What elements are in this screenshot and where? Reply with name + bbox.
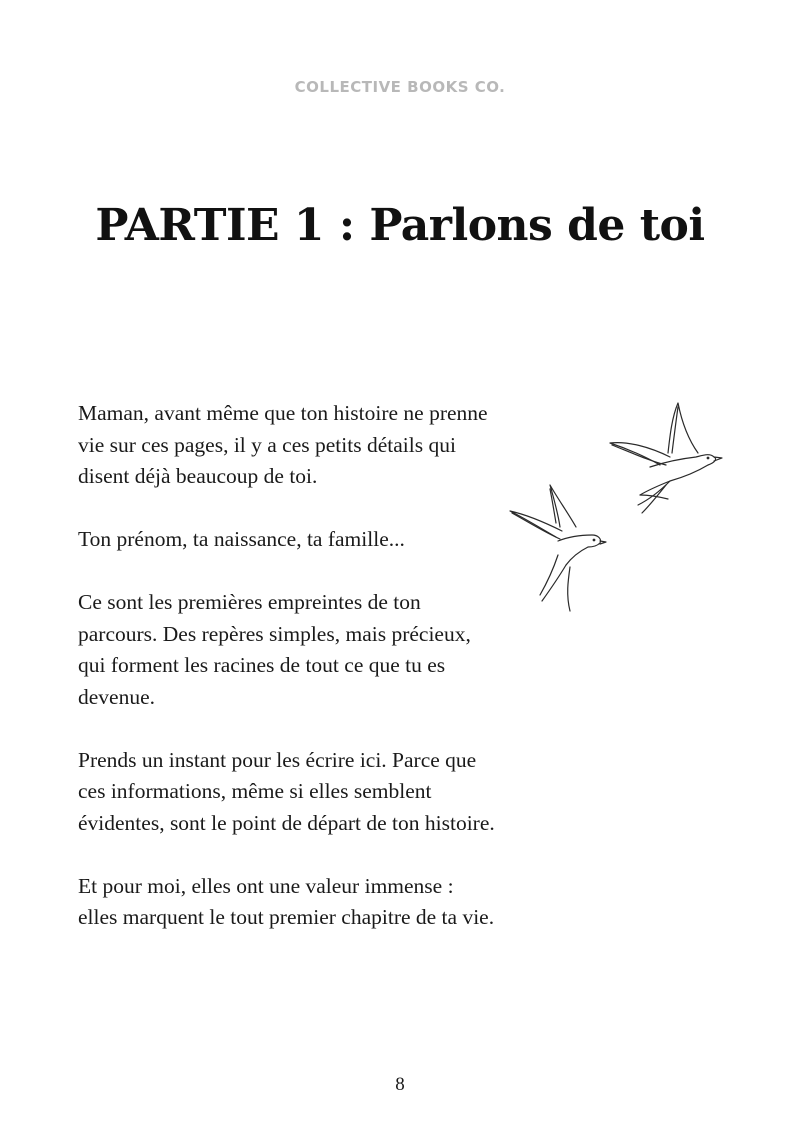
paragraph-3: Ce sont les premières empreintes de ton parcours. Des repères simples, mais précieux, qui forment les racines de tout ce que tu es devenue. bbox=[78, 590, 471, 709]
swallow-upper-icon bbox=[610, 403, 722, 513]
swallows-illustration-icon bbox=[500, 395, 740, 625]
paragraph-1: Maman, avant même que ton histoire ne prenne vie sur ces pages, il y a ces petits détails qui disent déjà beaucoup de toi. bbox=[78, 401, 488, 488]
paragraph-4: Prends un instant pour les écrire ici. Parce que ces informations, même si elles semblent évidentes, sont le point de départ de ton histoire. bbox=[78, 747, 495, 835]
paragraph-2: Ton prénom, ta naissance, ta famille... bbox=[78, 527, 405, 551]
swallow-lower-icon bbox=[510, 485, 606, 611]
page-title: PARTIE 1 : Parlons de toi bbox=[95, 200, 705, 251]
body-text bbox=[78, 398, 498, 965]
publisher-header: COLLECTIVE BOOKS CO. bbox=[294, 78, 506, 96]
page-number: 8 bbox=[395, 1074, 405, 1095]
paragraph-5: Et pour moi, elles ont une valeur immense : elles marquent le tout premier chapitre de ta vie. bbox=[78, 873, 495, 929]
